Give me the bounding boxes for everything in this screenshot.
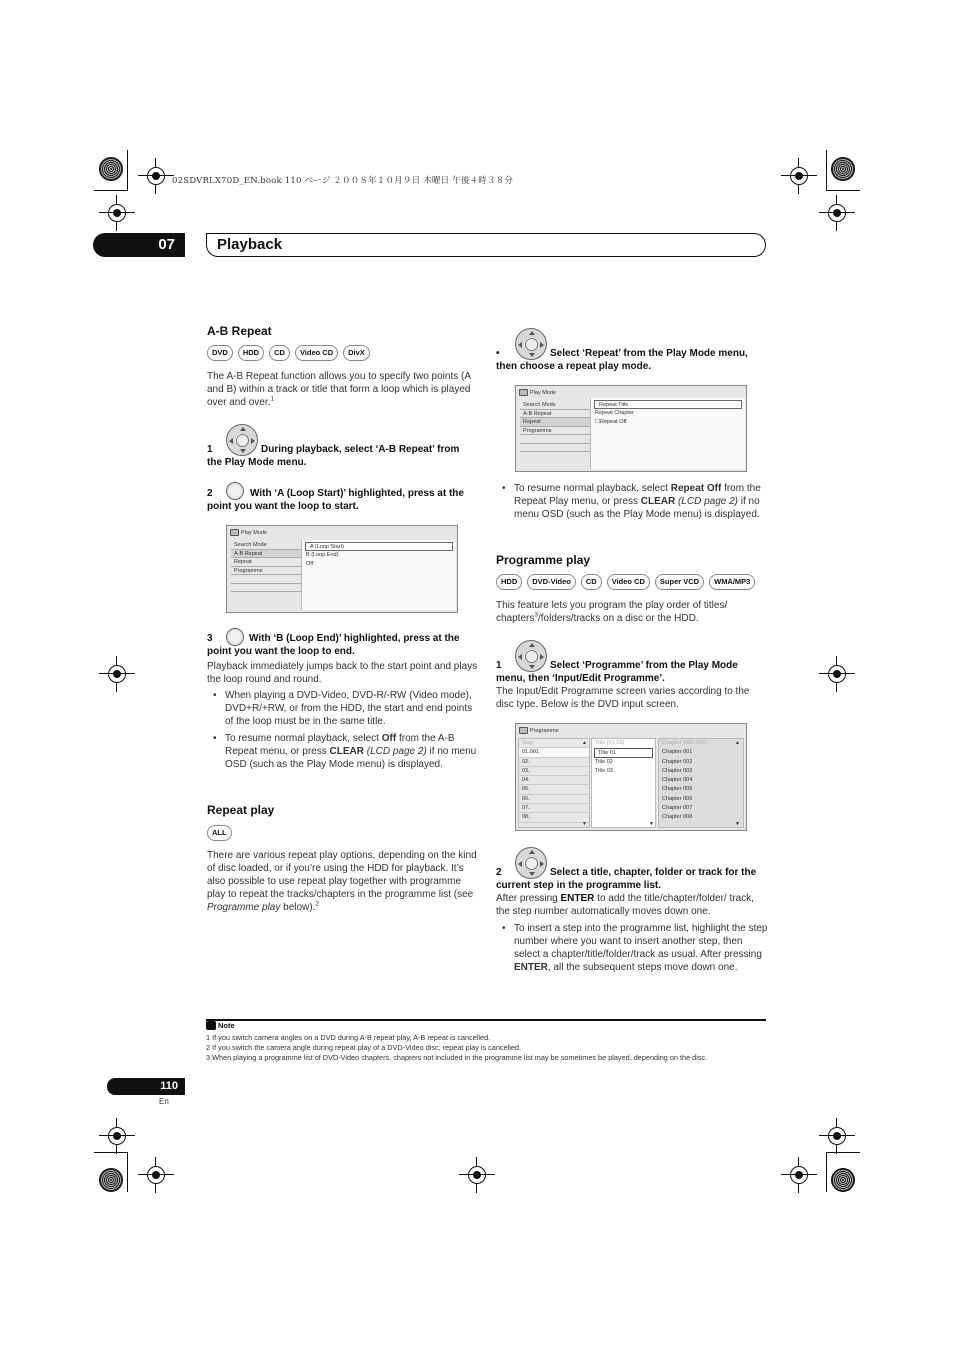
crop-line bbox=[826, 1152, 860, 1153]
badge-cd: CD bbox=[581, 574, 602, 590]
page-number: 110 bbox=[107, 1078, 185, 1095]
footnote-1: 1 If you switch camera angles on a DVD during A-B repeat play, A-B repeat is cancelled. bbox=[206, 1033, 491, 1042]
play-mode-icon bbox=[230, 529, 239, 536]
badge-divx: DivX bbox=[343, 345, 370, 361]
chapter-item[interactable]: Chapter 002 bbox=[662, 758, 693, 765]
chapter-item[interactable]: Chapter 006 bbox=[662, 795, 693, 802]
prog-bullet: • To insert a step into the programme list, highlight the step number where you want to insert another step, then select a chapter/title/folder/track as usual. After pressing ENTER, all the subsequent steps move down one. bbox=[496, 922, 768, 974]
ab-step2-number: 2 bbox=[207, 488, 213, 499]
note-icon bbox=[206, 1021, 216, 1030]
chapter-item[interactable]: Chapter 008 bbox=[662, 814, 693, 821]
repeat-bullet: • To resume normal playback, select Repeat Off from the Repeat Play menu, or press CLEAR (LCD page 2) if no menu OSD (such as the Play Mode menu) is displayed. bbox=[496, 482, 768, 521]
osd-menu-item[interactable]: Repeat bbox=[231, 558, 301, 567]
registration-mark bbox=[787, 1163, 811, 1187]
crop-line bbox=[826, 150, 827, 190]
ab-bullet-1: • When playing a DVD-Video, DVD-R/-RW (Video mode), DVD+R/+RW, or from the HDD, the start and end points of the loop must be in the same title. bbox=[207, 689, 479, 728]
step-item[interactable]: 06. bbox=[519, 795, 589, 804]
badge-video-cd: Video CD bbox=[607, 574, 650, 590]
badge-video-cd: Video CD bbox=[295, 345, 338, 361]
title-item[interactable]: Title 02 bbox=[595, 758, 613, 765]
registration-mark bbox=[105, 1124, 129, 1148]
osd-menu-item[interactable]: Programme bbox=[520, 427, 590, 436]
ab-repeat-badges bbox=[207, 345, 370, 361]
chapter-item[interactable]: Chapter 004 bbox=[662, 777, 693, 784]
osd-option[interactable]: B (Loop End) bbox=[306, 552, 339, 558]
repeat-play-text: There are various repeat play options, depending on the kind of disc loaded, or if you’re using the HDD for playback. It’s also possible to use repeat play together with programme play to repeat the tracks/chapters in the programme list (see Programme play below).$^2$ bbox=[207, 850, 477, 913]
repeat-osd bbox=[515, 385, 747, 472]
registration-mark bbox=[787, 164, 811, 188]
prog-step2-desc: After pressing ENTER to add the title/chapter/folder/ track, the step number automatically moves down one. bbox=[496, 893, 754, 917]
programme-osd bbox=[515, 723, 747, 831]
osd-option[interactable]: Off bbox=[306, 561, 314, 567]
chapter-item[interactable]: Chapter 003 bbox=[662, 767, 693, 774]
scroll-up-icon[interactable]: ▲ bbox=[582, 740, 587, 746]
prog-step2-number: 2 bbox=[496, 867, 502, 878]
step-list[interactable] bbox=[518, 738, 590, 828]
scroll-down-icon[interactable]: ▼ bbox=[735, 821, 740, 827]
chapter-item[interactable]: Chapter 005 bbox=[662, 786, 693, 793]
ab-step3-desc: Playback immediately jumps back to the start point and plays the loop round and round. bbox=[207, 661, 478, 685]
programme-icon bbox=[519, 727, 528, 734]
chapter-item[interactable]: Chapter 001 bbox=[662, 749, 693, 756]
step-header: Step bbox=[519, 739, 589, 748]
osd-menu-item[interactable]: Search Mode bbox=[520, 401, 590, 410]
bullet-marker: • bbox=[496, 348, 500, 359]
prog-step1-text: Select ‘Programme’ from the Play Mode menu, then ‘Input/Edit Programme’. bbox=[496, 660, 738, 684]
scroll-up-icon[interactable]: ▲ bbox=[735, 740, 740, 746]
color-target bbox=[831, 1168, 855, 1192]
programme-play-badges bbox=[496, 574, 755, 590]
repeat-play-badges bbox=[207, 825, 232, 841]
badge-wma-mp3: WMA/MP3 bbox=[709, 574, 755, 590]
chapter-item[interactable]: Chapter 007 bbox=[662, 805, 693, 812]
registration-mark bbox=[465, 1163, 489, 1187]
badge-dvd-video: DVD-Video bbox=[527, 574, 576, 590]
registration-mark bbox=[105, 201, 129, 225]
chapter-title: Playback bbox=[206, 233, 766, 257]
title-list[interactable] bbox=[591, 738, 656, 828]
crop-line bbox=[94, 1152, 128, 1153]
osd-option[interactable]: Repeat Chapter bbox=[595, 410, 634, 416]
title-item[interactable]: Title 03 bbox=[595, 767, 613, 774]
programme-play-heading: Programme play bbox=[496, 553, 591, 567]
badge-dvd: DVD bbox=[207, 345, 233, 361]
osd-menu-item[interactable]: Search Mode bbox=[231, 541, 301, 550]
color-target bbox=[99, 1168, 123, 1192]
registration-mark bbox=[144, 1163, 168, 1187]
badge-hdd: HDD bbox=[496, 574, 522, 590]
crop-line bbox=[826, 1152, 827, 1192]
crop-line bbox=[127, 150, 128, 190]
registration-mark bbox=[825, 1124, 849, 1148]
step-item[interactable]: 01.001 bbox=[519, 748, 589, 757]
osd-option[interactable]: A (Loop Start) bbox=[305, 542, 453, 551]
badge-all: ALL bbox=[207, 825, 232, 841]
osd-menu-item[interactable]: Programme bbox=[231, 567, 301, 576]
chapter-header: Chapter (001-015) bbox=[659, 739, 743, 748]
print-header: 02SDVRLX70D_EN.book 110 ページ ２００８年１０月９日 木曜日 午後４時３８分 bbox=[172, 176, 514, 186]
ab-repeat-heading: A-B Repeat bbox=[207, 324, 272, 338]
osd-menu-item[interactable]: A-B Repeat bbox=[520, 410, 590, 419]
note-heading: Note bbox=[206, 1021, 235, 1030]
osd-option[interactable]: Repeat Title bbox=[594, 400, 742, 409]
repeat-play-heading: Repeat play bbox=[207, 803, 275, 817]
chapter-list[interactable] bbox=[658, 738, 744, 828]
ab-step1-text: During playback, select ‘A-B Repeat’ from the Play Mode menu. bbox=[207, 444, 460, 468]
osd-menu-item[interactable]: A-B Repeat bbox=[231, 550, 301, 559]
step-item[interactable]: 05. bbox=[519, 785, 589, 794]
osd-title: Play Mode bbox=[241, 529, 267, 536]
step-item[interactable]: 03. bbox=[519, 767, 589, 776]
title-item[interactable]: Title 01 bbox=[594, 748, 653, 757]
play-mode-icon bbox=[519, 389, 528, 396]
prog-step2-text: Select a title, chapter, folder or track for the current step in the programme list. bbox=[496, 867, 757, 891]
color-target bbox=[99, 157, 123, 181]
ab-bullet-2: • To resume normal playback, select Off from the A-B Repeat menu, or press CLEAR (LCD page 2) if no menu OSD (such as the Play Mode menu) is displayed. bbox=[207, 732, 479, 771]
repeat-step-text: Select ‘Repeat’ from the Play Mode menu, then choose a repeat play mode. bbox=[496, 348, 748, 372]
note-divider bbox=[206, 1019, 766, 1021]
osd-title: Programme bbox=[530, 727, 559, 734]
prog-step1-number: 1 bbox=[496, 660, 502, 671]
crop-line bbox=[94, 190, 128, 191]
registration-mark bbox=[825, 201, 849, 225]
registration-mark bbox=[144, 164, 168, 188]
ab-repeat-intro: The A-B Repeat function allows you to specify two points (A and B) within a track or title that form a loop which is played over and over.$^1$ bbox=[207, 371, 471, 408]
registration-mark bbox=[825, 662, 849, 686]
page-language: En bbox=[159, 1097, 169, 1106]
chapter-number: 07 bbox=[93, 233, 185, 257]
scroll-down-icon[interactable]: ▼ bbox=[649, 821, 654, 827]
registration-mark bbox=[105, 662, 129, 686]
step-item[interactable]: 04. bbox=[519, 776, 589, 785]
badge-super-vcd: Super VCD bbox=[655, 574, 704, 590]
osd-option[interactable]: ☐Repeat Off bbox=[595, 419, 627, 425]
prog-step1-desc: The Input/Edit Programme screen varies according to the disc type. Below is the DVD input screen. bbox=[496, 686, 750, 710]
scroll-down-icon[interactable]: ▼ bbox=[582, 821, 587, 827]
step-item[interactable]: 08. bbox=[519, 813, 589, 822]
ab-repeat-osd bbox=[226, 525, 458, 613]
footnote-2: 2 If you switch the camera angle during repeat play of a DVD-Video disc, repeat play is cancelled. bbox=[206, 1043, 522, 1052]
osd-menu-item[interactable]: Repeat bbox=[520, 418, 590, 427]
badge-hdd: HDD bbox=[238, 345, 264, 361]
footnote-3: 3 When playing a programme list of DVD-Video chapters, chapters not included in the programme list may be sometimes be played, depending on the disc. bbox=[206, 1053, 708, 1062]
crop-line bbox=[826, 190, 860, 191]
ab-step3-text: With ‘B (Loop End)’ highlighted, press at the point you want the loop to end. bbox=[207, 633, 460, 657]
ab-step2-text: With ‘A (Loop Start)’ highlighted, press at the point you want the loop to start. bbox=[207, 488, 464, 512]
badge-cd: CD bbox=[269, 345, 290, 361]
step-item[interactable]: 07. bbox=[519, 804, 589, 813]
title-header: Title (01-03) bbox=[592, 739, 655, 748]
crop-line bbox=[127, 1152, 128, 1192]
color-target bbox=[831, 157, 855, 181]
osd-title: Play Mode bbox=[530, 389, 556, 396]
step-item[interactable]: 02. bbox=[519, 758, 589, 767]
ab-step3-number: 3 bbox=[207, 633, 213, 644]
ab-step1-number: 1 bbox=[207, 444, 213, 455]
programme-intro: This feature lets you program the play order of titles/ chapters$^3$/folders/tracks on a disc or the HDD. bbox=[496, 600, 728, 624]
